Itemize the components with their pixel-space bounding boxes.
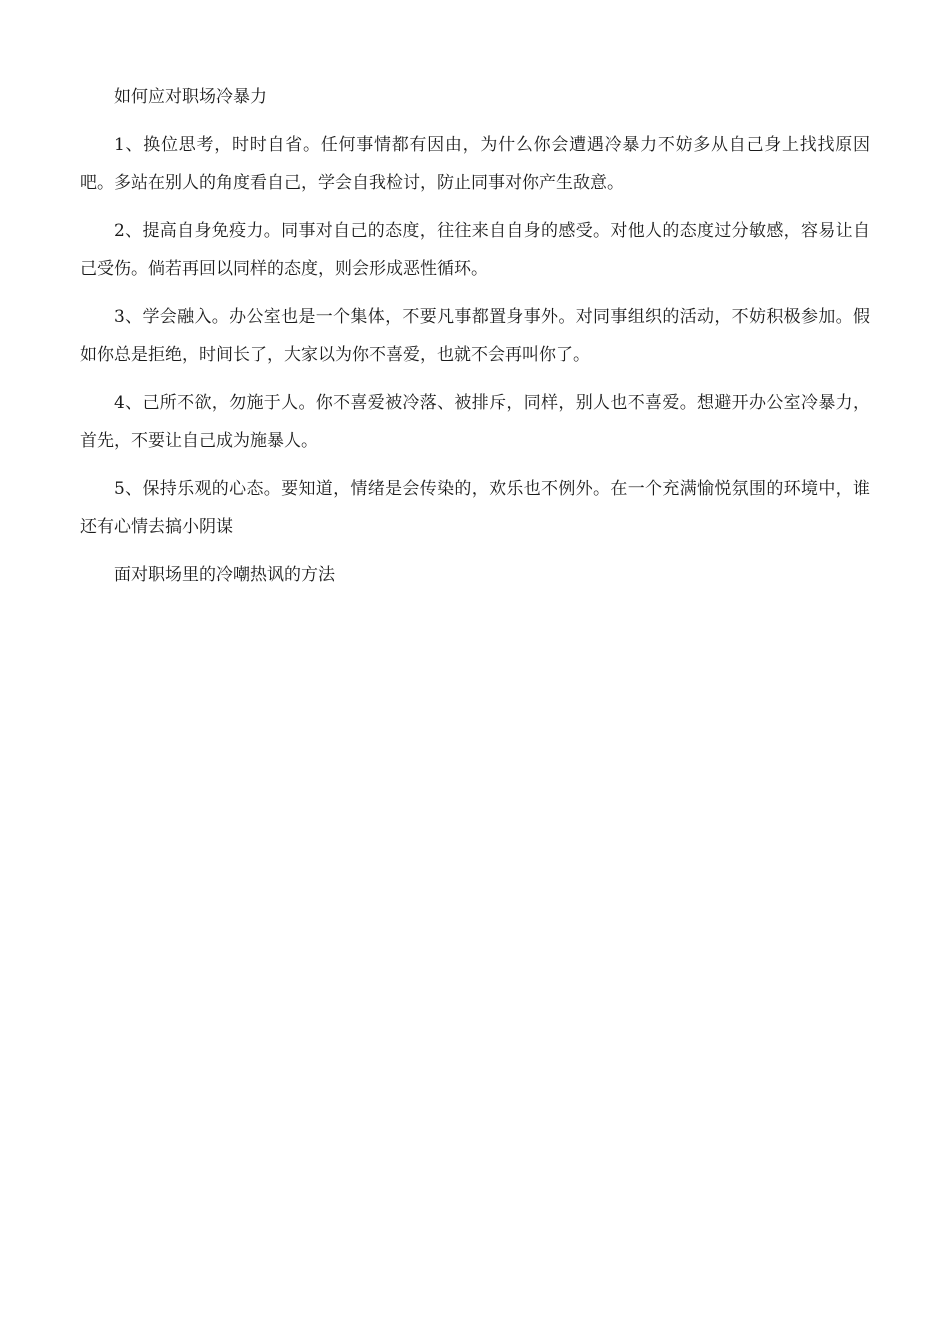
paragraph-5: 5、保持乐观的心态。要知道，情绪是会传染的，欢乐也不例外。在一个充满愉悦氛围的环境中，谁还有心情去搞小阴谋 — [80, 479, 870, 537]
paragraph-1: 1、换位思考，时时自省。任何事情都有因由，为什么你会遭遇冷暴力不妨多从自己身上找找原因吧。多站在别人的角度看自己，学会自我检讨，防止同事对你产生敌意。 — [80, 135, 870, 193]
closing-heading: 面对职场里的冷嘲热讽的方法 — [114, 565, 335, 585]
paragraph-4: 4、己所不欲，勿施于人。你不喜爱被冷落、被排斥，同样，别人也不喜爱。想避开办公室冷暴力，首先，不要让自己成为施暴人。 — [80, 393, 870, 451]
paragraph-3: 3、学会融入。办公室也是一个集体，不要凡事都置身事外。对同事组织的活动，不妨积极参加。假如你总是拒绝，时间长了，大家以为你不喜爱，也就不会再叫你了。 — [80, 307, 870, 365]
paragraph-2: 2、提高自身免疫力。同事对自己的态度，往往来自自身的感受。对他人的态度过分敏感，容易让自己受伤。倘若再回以同样的态度，则会形成恶性循环。 — [80, 221, 870, 279]
document-title: 如何应对职场冷暴力 — [114, 87, 267, 107]
document-body — [80, 78, 870, 604]
